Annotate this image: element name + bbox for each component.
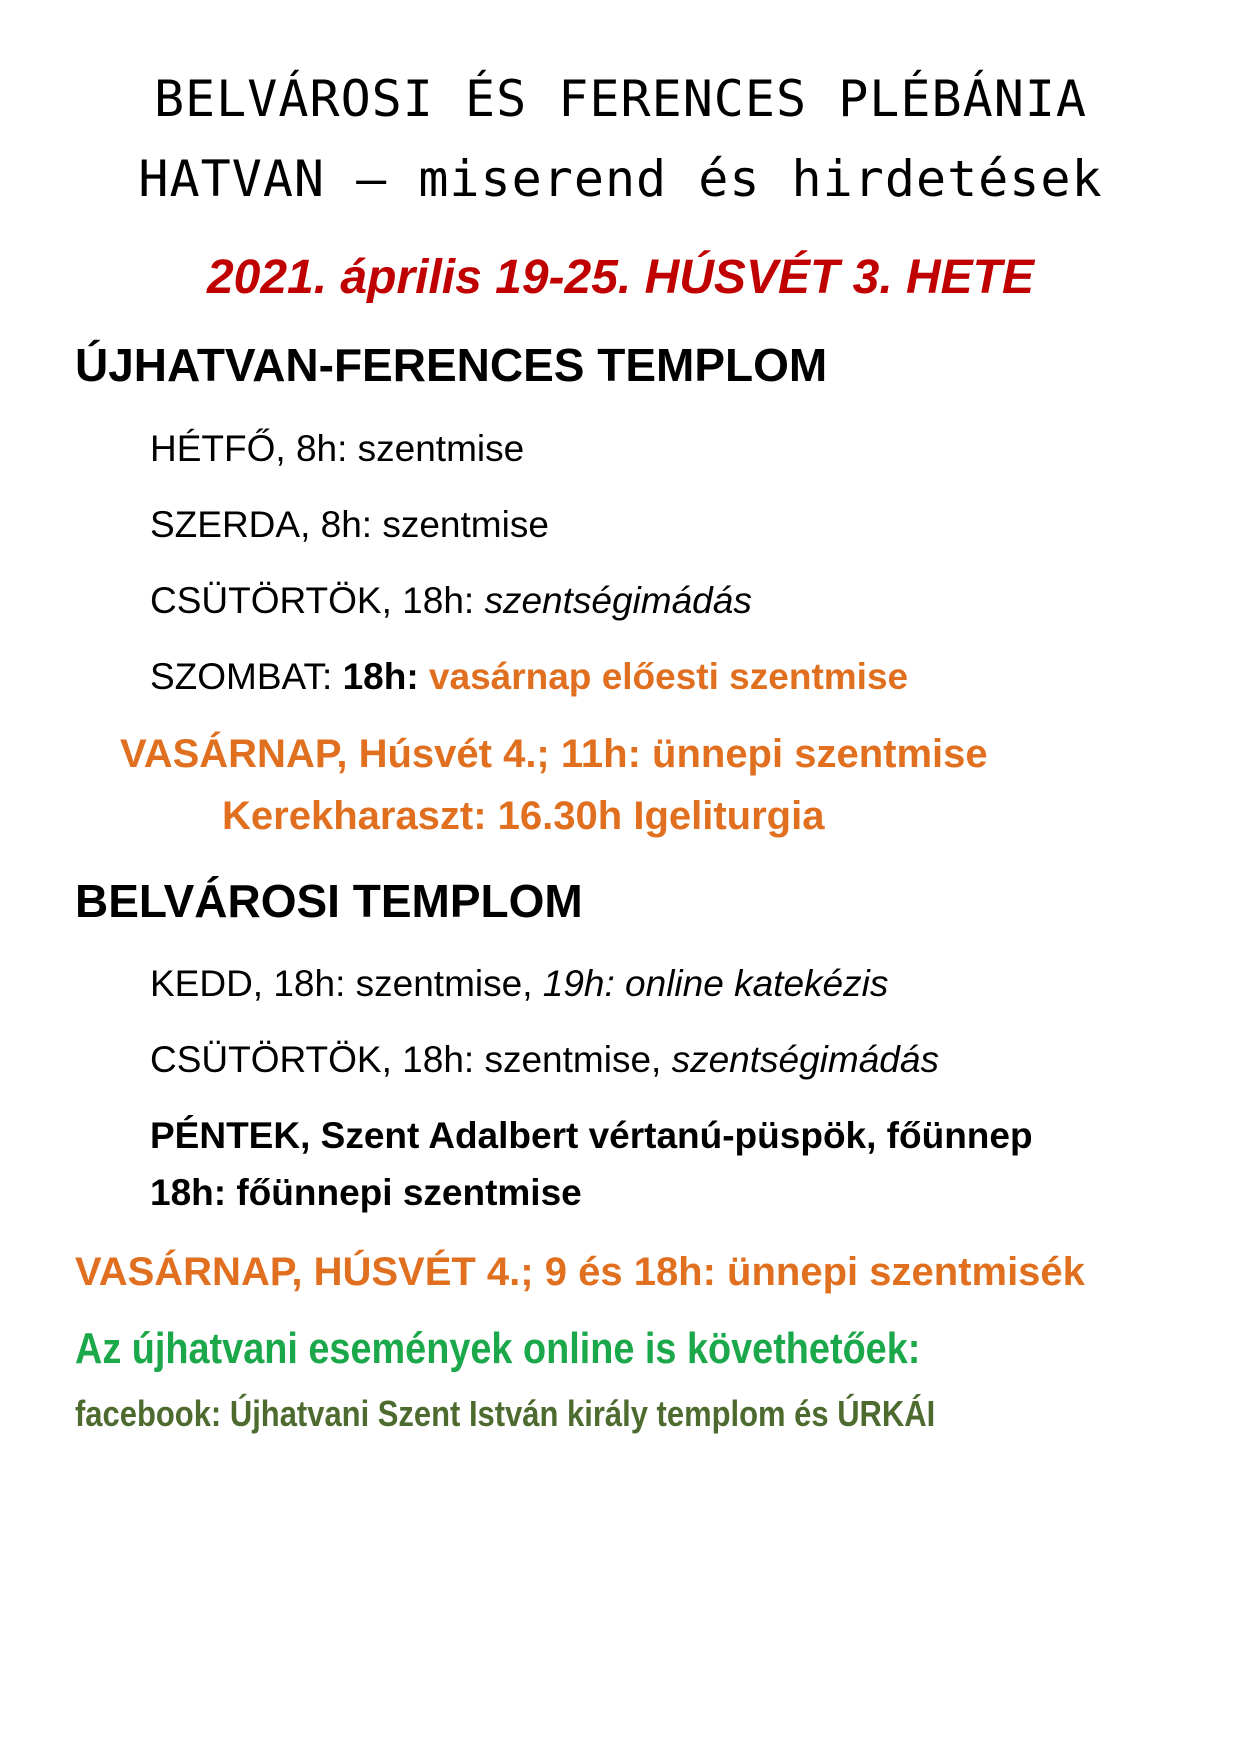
belvarosi-tuesday-extra: 19h: online katekézis (542, 963, 889, 1004)
online-headline: Az újhatvani események online is követhetőek: (75, 1324, 921, 1373)
title-line-1: BELVÁROSI ÉS FERENCES PLÉBÁNIA (153, 70, 1088, 128)
ujhatvan-thursday-day: CSÜTÖRTÖK, 18h: (150, 580, 485, 621)
ujhatvan-saturday-time: 18h: (342, 656, 429, 697)
ujhatvan-heading: ÚJHATVAN-FERENCES TEMPLOM (75, 339, 828, 391)
ujhatvan-monday: HÉTFŐ, 8h: szentmise (150, 428, 525, 469)
belvarosi-heading: BELVÁROSI TEMPLOM (75, 875, 583, 927)
belvarosi-tuesday (150, 963, 888, 1005)
belvarosi-thursday (150, 1039, 939, 1081)
kerekharaszt-line: Kerekharaszt: 16.30h Igeliturgia (222, 794, 825, 838)
ujhatvan-thursday (150, 580, 752, 622)
ujhatvan-thursday-event: szentségimádás (484, 580, 752, 621)
belvarosi-friday-line1: PÉNTEK, Szent Adalbert vértanú-püspök, főünnep (150, 1115, 1033, 1156)
belvarosi-thursday-main: CSÜTÖRTÖK, 18h: szentmise, (150, 1039, 672, 1080)
facebook-line: facebook: Újhatvani Szent István király templom és ÚRKÁI (75, 1393, 936, 1434)
ujhatvan-saturday-day: SZOMBAT: (150, 656, 343, 697)
ujhatvan-saturday-event: vasárnap előesti szentmise (428, 656, 909, 697)
belvarosi-thursday-extra: szentségimádás (671, 1039, 939, 1080)
title-line-2: HATVAN – miserend és hirdetések (138, 150, 1103, 208)
ujhatvan-saturday (150, 656, 908, 698)
ujhatvan-sunday: VASÁRNAP, Húsvét 4.; 11h: ünnepi szentmise (120, 732, 988, 776)
belvarosi-tuesday-main: KEDD, 18h: szentmise, (150, 963, 543, 1004)
date-heading: 2021. április 19-25. HÚSVÉT 3. HETE (206, 251, 1035, 304)
ujhatvan-wednesday: SZERDA, 8h: szentmise (150, 504, 549, 545)
belvarosi-friday-line2: 18h: főünnepi szentmise (150, 1172, 582, 1213)
belvarosi-sunday: VASÁRNAP, HÚSVÉT 4.; 9 és 18h: ünnepi szentmisék (75, 1250, 1085, 1294)
